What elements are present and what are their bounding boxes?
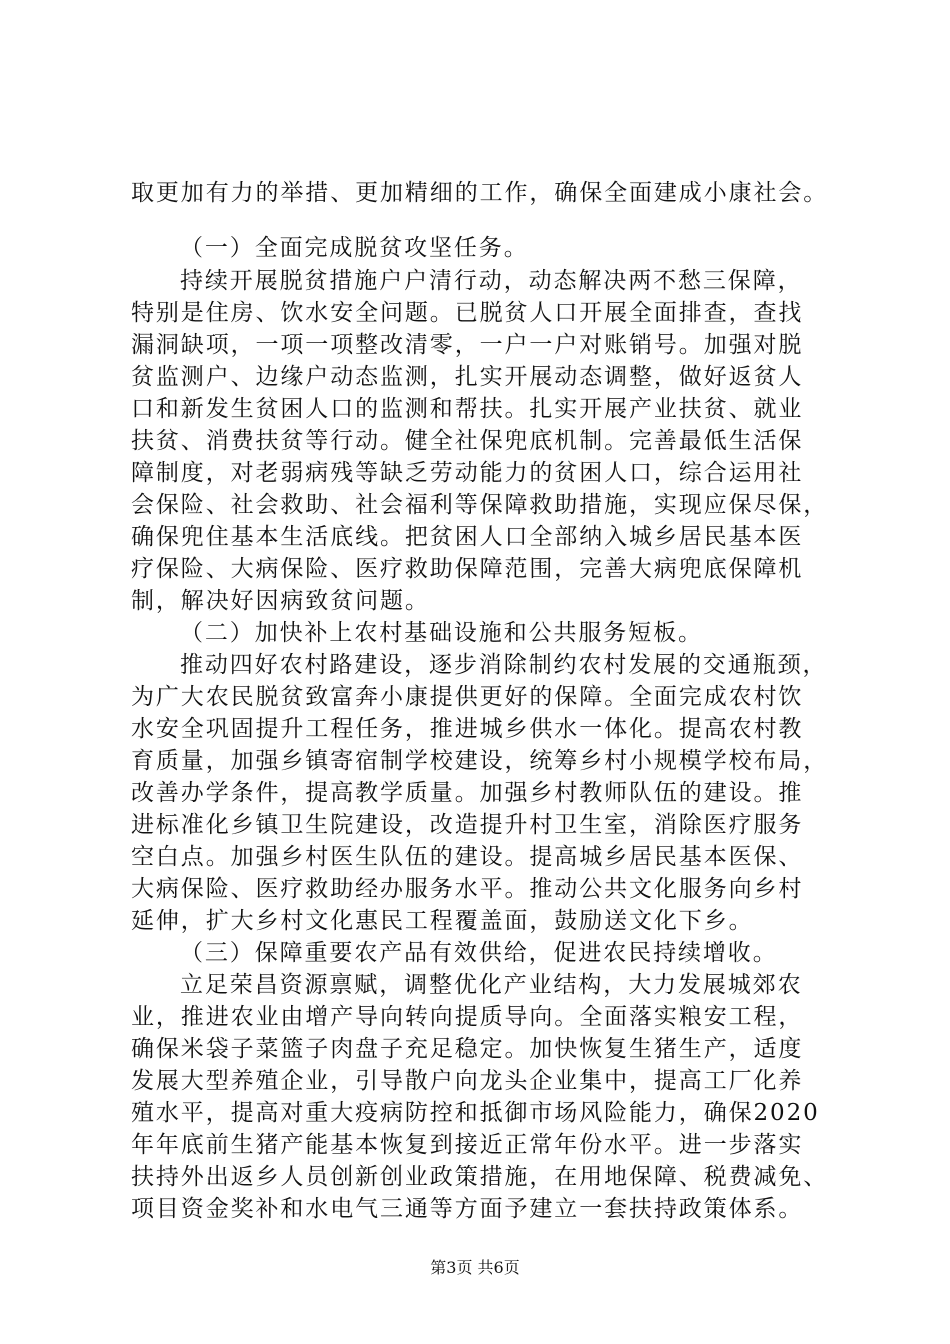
paragraph-first-line: 持续开展脱贫措施户户清行动，动态解决两不愁三保障， <box>180 268 803 294</box>
text-line: 育质量，加强乡镇寄宿制学校建设，统筹乡村小规模学校布局， <box>131 748 829 774</box>
text-line: 口和新发生贫困人口的监测和帮扶。扎实开展产业扶贫、就业 <box>131 396 804 422</box>
text-line: 发展大型养殖企业，引导散户向龙头企业集中，提高工厂化养 <box>131 1068 804 1094</box>
text-line: 贫监测户、边缘户动态监测，扎实开展动态调整，做好返贫人 <box>131 364 804 390</box>
text-line: 大病保险、医疗救助经办服务水平。推动公共文化服务向乡村 <box>131 876 804 902</box>
text-line: 特别是住房、饮水安全问题。已脱贫人口开展全面排查，查找 <box>131 300 804 326</box>
text-line: 年年底前生猪产能基本恢复到接近正常年份水平。进一步落实 <box>131 1132 804 1158</box>
text-line: 取更加有力的举措、更加精细的工作，确保全面建成小康社会。 <box>131 180 829 206</box>
text-line: 改善办学条件，提高教学质量。加强乡村教师队伍的建设。推 <box>131 780 804 806</box>
text-line: 为广大农民脱贫致富奔小康提供更好的保障。全面完成农村饮 <box>131 684 804 710</box>
text-line: 殖水平，提高对重大疫病防控和抵御市场风险能力，确保2020 <box>131 1100 820 1126</box>
section-heading: （二）加快补上农村基础设施和公共服务短板。 <box>180 620 703 646</box>
section-heading: （一）全面完成脱贫攻坚任务。 <box>180 235 529 261</box>
text-line: 延伸，扩大乡村文化惠民工程覆盖面，鼓励送文化下乡。 <box>131 908 754 934</box>
text-line: 水安全巩固提升工程任务，推进城乡供水一体化。提高农村教 <box>131 716 804 742</box>
text-line: 确保米袋子菜篮子肉盘子充足稳定。加快恢复生猪生产，适度 <box>131 1036 804 1062</box>
text-line: 疗保险、大病保险、医疗救助保障范围，完善大病兜底保障机 <box>131 556 804 582</box>
text-line: 扶持外出返乡人员创新创业政策措施，在用地保障、税费减免、 <box>131 1164 829 1190</box>
text-line: 业，推进农业由增产导向转向提质导向。全面落实粮安工程， <box>131 1004 804 1030</box>
section-heading: （三）保障重要农产品有效供给，促进农民持续增收。 <box>180 940 778 966</box>
text-line: 空白点。加强乡村医生队伍的建设。提高城乡居民基本医保、 <box>131 844 804 870</box>
text-line: 漏洞缺项，一项一项整改清零，一户一户对账销号。加强对脱 <box>131 332 804 358</box>
paragraph-first-line: 立足荣昌资源禀赋，调整优化产业结构，大力发展城郊农 <box>180 972 803 998</box>
paragraph-first-line: 推动四好农村路建设，逐步消除制约农村发展的交通瓶颈， <box>180 652 828 678</box>
text-line: 障制度，对老弱病残等缺乏劳动能力的贫困人口，综合运用社 <box>131 460 804 486</box>
text-line: 扶贫、消费扶贫等行动。健全社保兜底机制。完善最低生活保 <box>131 428 804 454</box>
text-line: 项目资金奖补和水电气三通等方面予建立一套扶持政策体系。 <box>131 1196 804 1222</box>
text-line: 进标准化乡镇卫生院建设，改造提升村卫生室，消除医疗服务 <box>131 812 804 838</box>
text-line: 制，解决好因病致贫问题。 <box>131 588 430 614</box>
text-line: 确保兜住基本生活底线。把贫困人口全部纳入城乡居民基本医 <box>131 524 804 550</box>
text-line: 会保险、社会救助、社会福利等保障救助措施，实现应保尽保， <box>131 492 829 518</box>
page-number-footer: 第3页 共6页 <box>430 1258 520 1277</box>
